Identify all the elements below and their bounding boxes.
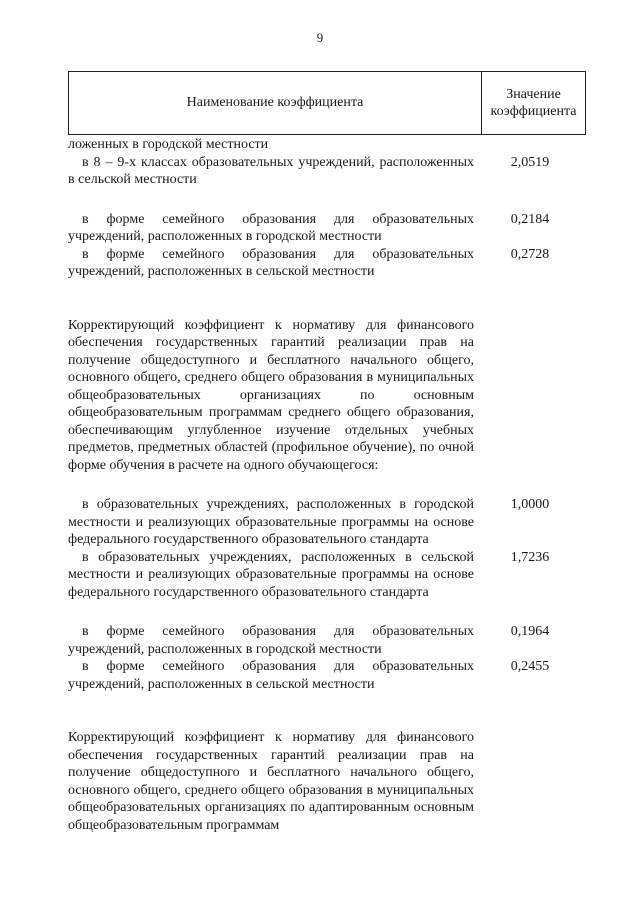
table-header — [68, 71, 586, 135]
row-text: в форме семейного образования для образовательных учреждений, расположенных в сельской местности — [68, 659, 474, 692]
coefficient-list — [68, 136, 586, 834]
row-value: 0,2455 — [510, 659, 550, 674]
page-number: 9 — [316, 30, 324, 45]
row-value: 0,2728 — [510, 246, 550, 262]
table-row — [68, 246, 586, 281]
row-text: в форме семейного образования для образовательных учреждений, расположенных в городской местности — [68, 211, 474, 244]
row-value — [474, 729, 586, 834]
header-value-column: Значение коэффициента — [490, 87, 577, 119]
row-value: 0,2184 — [510, 211, 550, 227]
row-value: 0,1964 — [510, 624, 550, 639]
row-value: 2,0519 — [510, 154, 550, 170]
row-value: 1,7236 — [510, 549, 550, 565]
row-value: 1,0000 — [510, 497, 550, 512]
table-row — [68, 211, 586, 246]
row-text: в образовательных учреждениях, расположенных в городской местности и реализующих образовательные программы на основе федерального государственного образовательного стандарта — [68, 497, 474, 547]
row-text: в форме семейного образования для образовательных учреждений, расположенных в городской местности — [68, 624, 474, 657]
section-heading: Корректирующий коэффициент к нормативу для финансового обеспечения государственных гарантий реализации прав на получение общедоступного и бесплатного начального общего, основного общего, среднего общего образования в муниципальных общеобразовательных организациях по основным общеобразовательным программам среднего общего образования, обеспечивающим углубленное изучение отдельных учебных предметов, предметных областей (профильное обучение), по очной форме обучения в расчете на одного обучающегося: — [68, 317, 474, 473]
row-value — [474, 136, 586, 154]
table-row — [68, 623, 586, 658]
table-row — [68, 729, 586, 834]
table-row — [68, 549, 586, 602]
row-text: в 8 – 9-х классах образовательных учреждений, расположенных в сельской местности — [68, 154, 474, 187]
row-text: ложенных в городской местности — [68, 137, 269, 152]
section-heading: Корректирующий коэффициент к нормативу для финансового обеспечения государственных гарантий реализации прав на получение общедоступного и бесплатного начального общего, основного общего, среднего общего образования в муниципальных общеобразовательных организациях по адаптированным основным общеобразовательным программам — [68, 730, 474, 833]
table-row — [68, 136, 586, 154]
table-row — [68, 154, 586, 189]
table-row — [68, 658, 586, 693]
row-text: в образовательных учреждениях, расположенных в сельской местности и реализующих образовательные программы на основе федерального государственного образовательного стандарта — [68, 549, 474, 600]
table-row — [68, 496, 586, 549]
row-text: в форме семейного образования для образовательных учреждений, расположенных в сельской местности — [68, 246, 474, 279]
table-row — [68, 317, 586, 475]
row-value — [474, 317, 586, 475]
header-name-column: Наименование коэффициента — [69, 72, 482, 134]
